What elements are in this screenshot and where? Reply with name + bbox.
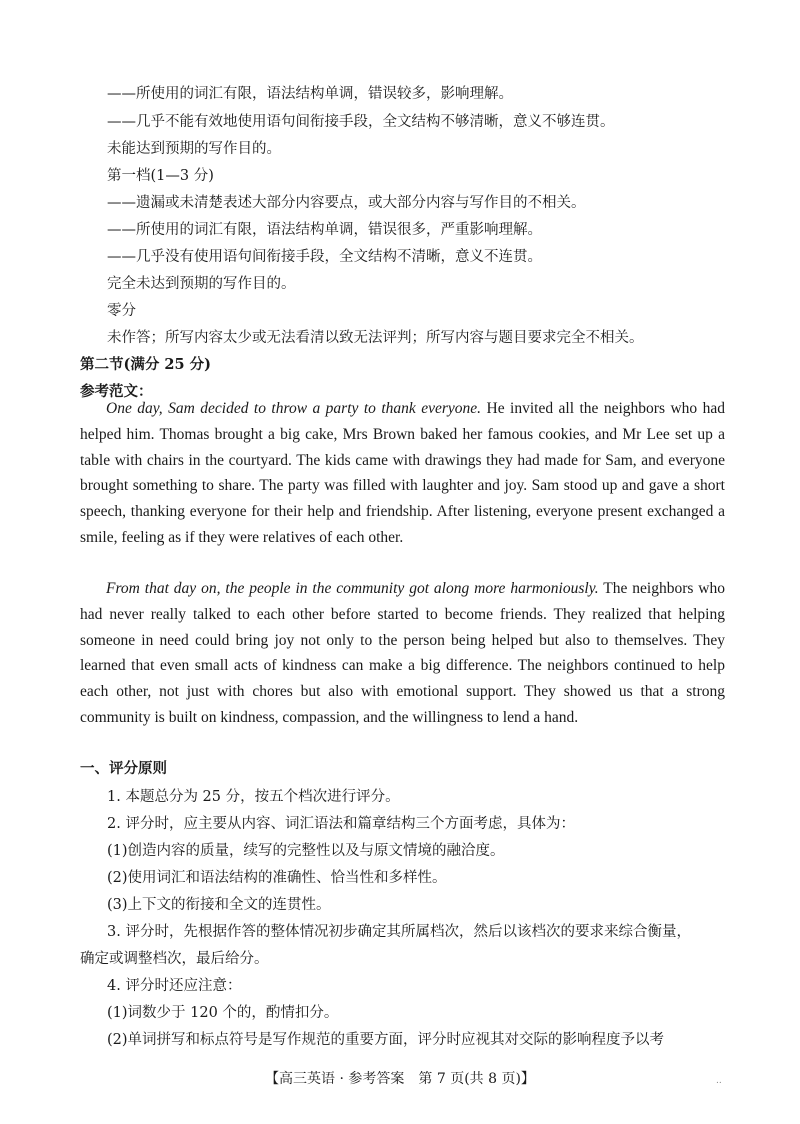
principle-4: 4. 评分时还应注意： <box>107 978 242 994</box>
essay-paragraph-2 <box>80 576 725 731</box>
essay-paragraph-1-body: He invited all the neighbors who had helped him. Thomas brought a big cake, Mrs Brown baked her famous cookies, and Mr Lee set up a table with chairs in the courtyard. The kids came with drawings they had made for Sam, and everyone brought something to share. The party was filled with laughter and joy. Sam stood up and gave a short speech, thanking everyone for their help and friendship. After listening, everyone present exchanged a smile, feeling as if they were relatives of each other. <box>80 400 725 546</box>
grading-line-no-answer: 未作答；所写内容太少或无法看清以致无法评判；所写内容与题目要求完全不相关。 <box>107 330 644 346</box>
grading-line-purpose-failed: 完全未达到预期的写作目的。 <box>107 276 296 292</box>
band-zero-heading: 零分 <box>107 303 136 319</box>
principle-1: 1. 本题总分为 25 分，按五个档次进行评分。 <box>107 789 400 805</box>
grading-line-omission: ——遗漏或未清楚表述大部分内容要点，或大部分内容与写作目的不相关。 <box>107 195 586 211</box>
principles-heading: 一、评分原则 <box>80 760 167 777</box>
principle-4-item-2: (2)单词拼写和标点符号是写作规范的重要方面，评分时应视其对交际的影响程度予以考 <box>107 1032 665 1048</box>
grading-line-vocab-limited: ——所使用的词汇有限，语法结构单调，错误较多，影响理解。 <box>107 86 513 102</box>
corner-mark: .. <box>716 1076 722 1086</box>
principle-2-item-3: (3)上下文的衔接和全文的连贯性。 <box>107 897 331 913</box>
essay-paragraph-1-lead: One day, Sam decided to throw a party to thank everyone. <box>106 400 482 417</box>
principle-2-item-1: (1)创造内容的质量，续写的完整性以及与原文情境的融洽度。 <box>107 843 505 859</box>
principle-3-line-1: 3. 评分时，先根据作答的整体情况初步确定其所属档次，然后以该档次的要求来综合衡量， <box>107 924 691 940</box>
essay-paragraph-1 <box>80 396 725 551</box>
essay-paragraph-2-lead: From that day on, the people in the community got along more harmoniously. <box>106 580 599 597</box>
grading-line-many-errors: ——所使用的词汇有限，语法结构单调，错误很多，严重影响理解。 <box>107 222 542 238</box>
essay-paragraph-2-body: The neighbors who had never really talked to each other before started to become friends. They realized that helping someone in need could bring joy not only to the person being helped but also to themselves. They learned that even small acts of kindness can make a big difference. The neighbors continued to help each other, not just with chores but also with emotional support. They showed us that a strong community is built on kindness, compassion, and the willingness to lend a hand. <box>80 580 725 726</box>
grading-line-no-cohesion: ——几乎没有使用语句间衔接手段，全文结构不清晰，意义不连贯。 <box>107 249 542 265</box>
band-one-heading: 第一档(1—3 分) <box>107 168 214 184</box>
sample-essay-label: 参考范文： <box>80 383 153 400</box>
grading-line-purpose-not-met: 未能达到预期的写作目的。 <box>107 141 281 157</box>
principle-2: 2. 评分时，应主要从内容、词汇语法和篇章结构三个方面考虑，具体为： <box>107 816 575 832</box>
grading-line-cohesion-weak: ——几乎不能有效地使用语句间衔接手段，全文结构不够清晰，意义不够连贯。 <box>107 114 615 130</box>
principle-2-item-2: (2)使用词汇和语法结构的准确性、恰当性和多样性。 <box>107 870 447 886</box>
page-footer: 【高三英语 · 参考答案 第 7 页(共 8 页)】 <box>265 1071 535 1087</box>
principle-3-line-2: 确定或调整档次，最后给分。 <box>80 951 269 967</box>
principle-4-item-1: (1)词数少于 120 个的，酌情扣分。 <box>107 1005 339 1021</box>
section-two-heading: 第二节(满分 25 分) <box>80 356 211 373</box>
